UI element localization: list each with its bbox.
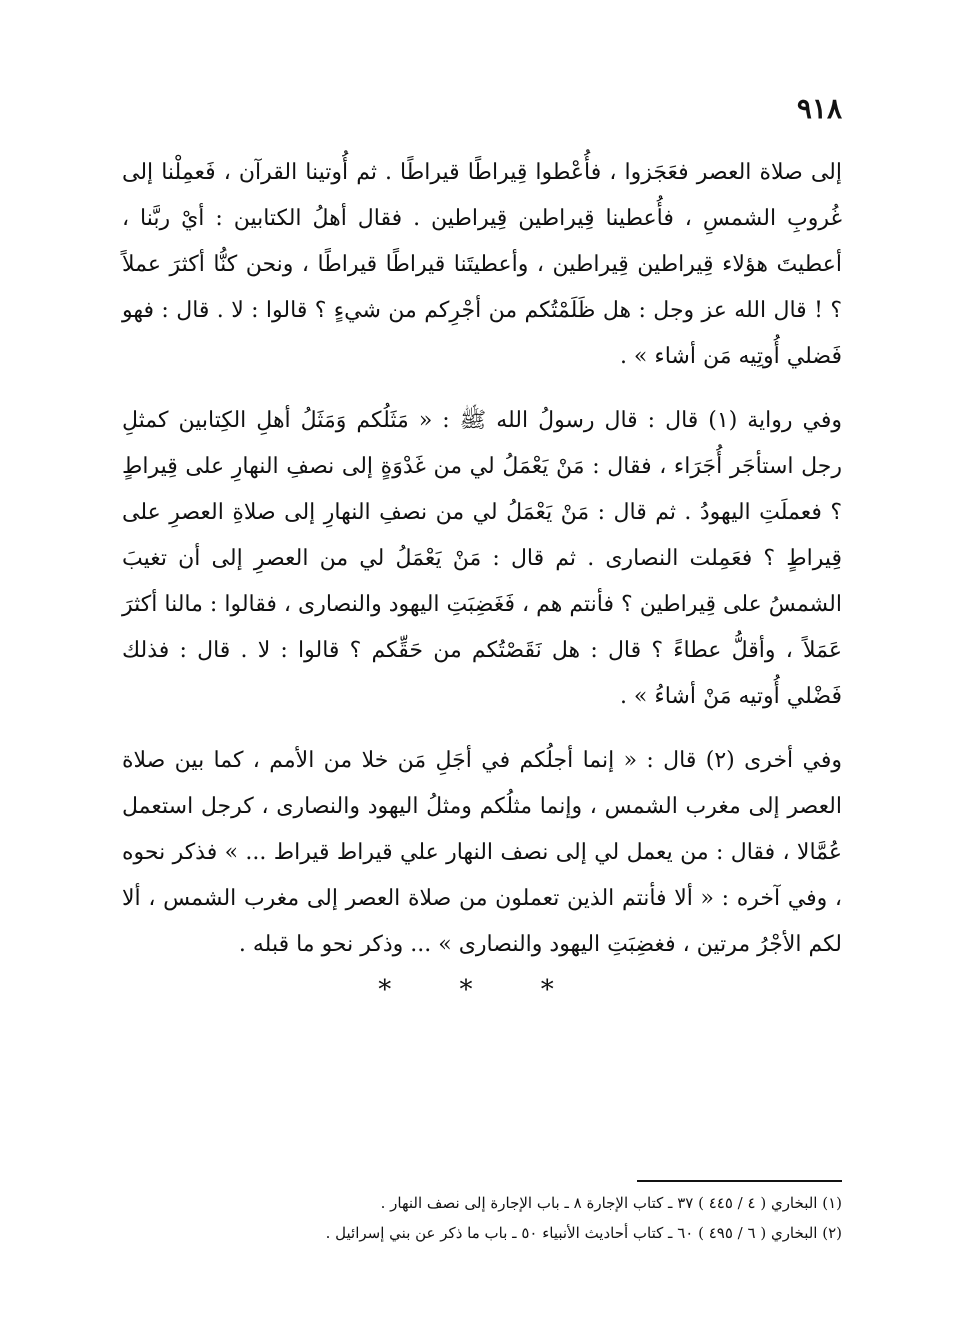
body-text — [122, 150, 842, 986]
footnote-1: (١) البخاري ( ٤ / ٤٤٥ ) ٣٧ ـ كتاب الإجارة ٨ ـ باب الإجارة إلى نصف النهار . — [380, 1194, 842, 1212]
footnotes — [122, 1188, 842, 1248]
paragraph-3: وفي أخرى (٢) قال : « إنما أجلُكم في أجَلِ مَن خلا من الأمم ، كما بين صلاة العصر إلى مغرب الشمس ، وإنما مثلُكم ومثلُ اليهود والنصارى ، كرجل استعمل عُمَّالا ، فقال : من يعمل لي إلى نصف النهار علي قيراط قيراط ... » فذكر نحوه ، وفي آخره : « ألا فأنتم الذين تعملون من صلاة العصر إلى مغرب الشمس ، ألا لكم الأجْرُ مرتين ، فغضِبَتِ اليهود والنصارى » ... وذكر نحو ما قبله . — [122, 748, 842, 957]
paragraph-1: إلى صلاة العصر فعَجَزوا ، فأُعْطوا قِيراطًا قيراطًا . ثم أُوتينا القرآن ، فَعمِلْنا إلى غُروبِ الشمسِ ، فأُعطينا قِيراطين قِيراطين . فقال أهلُ الكتابين : أيْ ربَّنا ، أعطيتَ هؤلاء قِيراطين قِيراطين ، وأعطيتَنا قيراطًا قيراطًا ، ونحن كنُّا أكثرَ عملاً ؟ ! قال الله عز وجل : هل ظَلَمْتُكم من أجْرِكم من شيءٍ ؟ قالوا : لا . قال : فهو فَضلي أُوتِيه مَن أشاء » . — [122, 160, 842, 369]
footnote-2: (٢) البخاري ( ٦ / ٤٩٥ ) ٦٠ ـ كتاب أحاديث الأنبياء ٥٠ ـ باب ما ذكر عن بني إسرائيل . — [325, 1224, 842, 1242]
section-separator: * * * — [378, 975, 584, 1005]
footnote-rule — [637, 1180, 842, 1182]
paragraph-2: وفي رواية (١) قال : قال رسولُ الله ﷺ : « مَثَلُكم وَمَثَلُ أهلِ الكِتابين كمثلِ رجل استأجَر أُجَرَاء ، فقال : مَنْ يَعْمَلُ لي من غَدْوَةٍ إلى نصفِ النهارِ على قِيراطٍ ؟ فعملَتِ اليهودُ . ثم قال : مَنْ يَعْمَلُ لي من نصفِ النهارِ إلى صلاةِ العصرِ على قِيراطٍ ؟ فعَمِلت النصارى . ثم قال : مَنْ يَعْمَلُ لي من العصرِ إلى أن تغيبَ الشمسُ على قِيراطين ؟ فأنتم هم ، فَغَضِبَتِ اليهود والنصارى ، فقالوا : مالنا أكثرَ عَمَلاً ، وأقلُّ عطاءً ؟ قال : هل نَقَصْتُكم من حَقِّكم ؟ قالوا : لا . قال : فذلك فَضْلي أُوتيه مَنْ أشاءُ » . — [122, 408, 842, 709]
page-number: ٩١٨ — [796, 92, 842, 125]
